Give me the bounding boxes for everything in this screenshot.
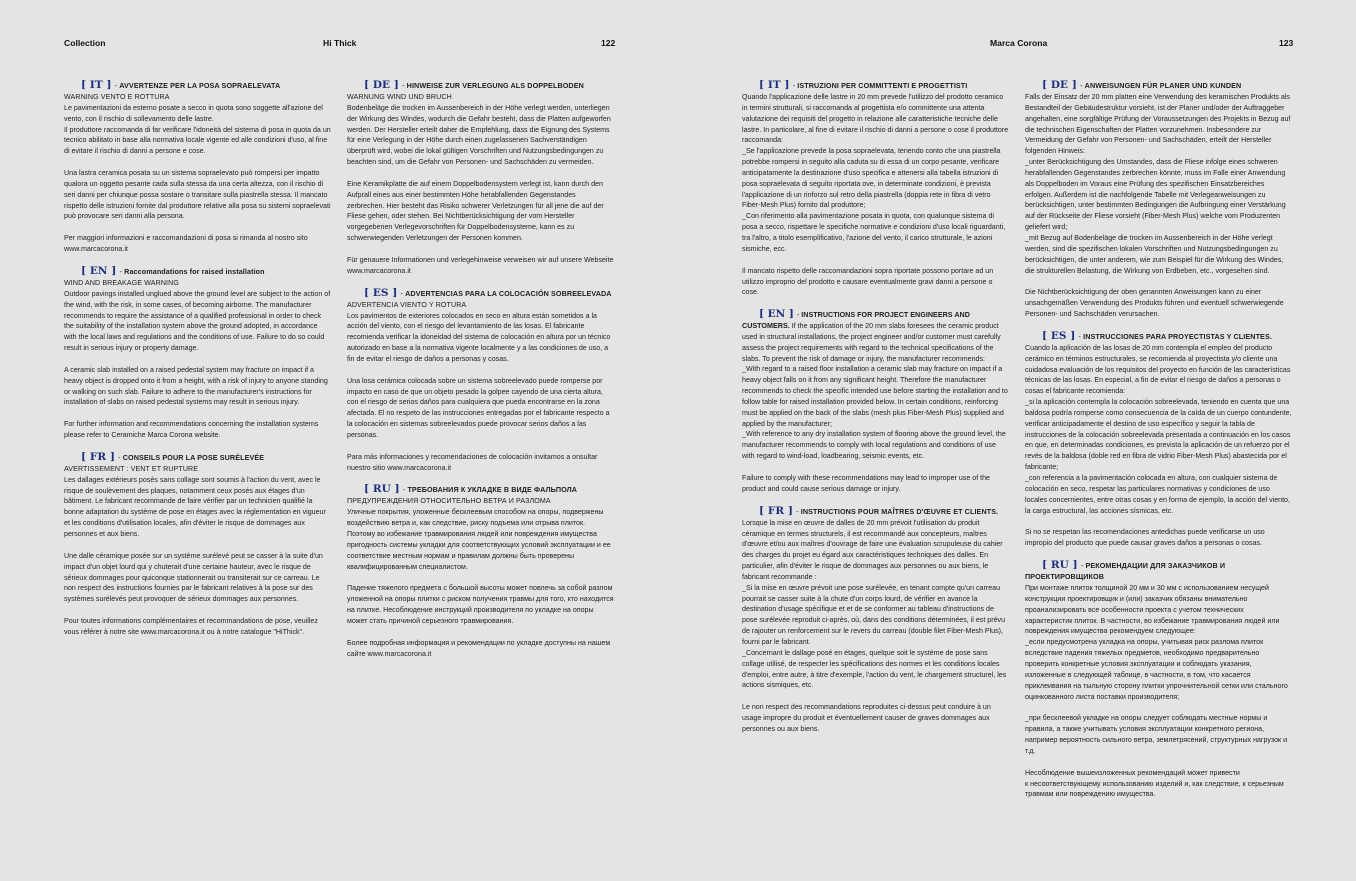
section-es-raised-installation xyxy=(347,288,615,474)
paragraph: Una lastra ceramica posata su un sistema sopraelevato può rompersi per impatto qualora un oggetto pesante cada sulla stessa da una certa altezza, con il rischio di seri danni per chiunque possa sostare o transitare sulla piastrella stessa. Il mancato rispetto delle istruzioni fornite dal produttore relative alla posa su sistemi sopraelevati può provocare seri danni alla persona. xyxy=(64,169,331,221)
paragraph: Lorsque la mise en œuvre de dalles de 20 mm prévoit l'utilisation du produit céramique en termes structurels, il est recommandé aux concepteurs, maîtres d'œuvre et/ou aux maîtres d'ouvrage de faire une évaluation scrupuleuse du cahier des charges du projet eu égard aux caractéristiques techniques des dalles. En particulier, afin d'éviter le risque de dommages aux personnes ou aux biens, le fabricant recommande : _Si la mise en œuvre prévoit une pose surélevée, en tenant compte qu'un carreau pourrait se casser suite à la chute d'un corps lourd, de vérifier en avance la destination d'usage spécifique et et de se conformer au tableau d'instructions de pose surélevée reproduit ci-après, où, dans des conditions déterminées, il est prévu de rajouter un renforcement sur le revers du carreau (double filet Fiber-Mesh Plus), fourni par le fabricant. _Concernant le dallage posé en étages, quelque soit le système de pose sans collage utilisé, de respecter les spécifications des normes et les conditions locales d'emploi, entre autre, à titre d'exemple, l'action du vent, le chargement structurel, les actions sismiques, etc. xyxy=(742,518,1007,690)
section-de-instructions xyxy=(1025,80,1293,320)
section-subtitle: WIND AND BREAKAGE WARNING xyxy=(64,278,179,287)
section-title: [ ES ] - ADVERTENCIAS PARA LA COLOCACIÓN SOBREELEVADA xyxy=(364,286,612,299)
section-title: [ DE ] - HINWEISE ZUR VERLEGUNG ALS DOPPELBODEN xyxy=(364,79,584,91)
section-ru-raised-installation xyxy=(347,484,615,659)
paragraph: Die Nichtberücksichtigung der oben genannten Anweisungen kann zu einer unsachgemäßen Verwendung des Produkts führen und eventuell schwerwiegende Personen- und Sachschäden verursachen. xyxy=(1025,288,1284,319)
section-title: [ FR ] - INSTRUCTIONS POUR MAÎTRES D'ŒUVRE ET CLIENTS. xyxy=(759,504,999,517)
paragraph: Bodenbeläge die trocken im Aussenbereich in der Höhe verlegt werden, unterliegen der Wirkung des Windes, wodurch die Gefahr besteht, dass die Platten aufgeworfen werden. Der Hersteller erteilt daher die Empfehlung, dass die Eignung des Systems für eine Verlegung in der Höhe durch einen zugelassenen Sachverständigen überprüft wird, wobei die lokal gültigen Vorschriften und Nutzungsbedingungen zu beachten sind, um die Gefahr von Personen- und Sachschäden zu vermeiden. xyxy=(347,103,611,167)
paragraph: Le non respect des recommandations reproduites ci-dessus peut conduire à un usage impropre du produit et éventuellement causer de graves dommages aux personnes ou aux biens. xyxy=(742,703,991,733)
section-title: [ IT ] - ISTRUZIONI PER COMMITTENTI E PROGETTISTI xyxy=(759,79,968,91)
section-es-instructions xyxy=(1025,331,1293,549)
section-subtitle: AVERTISSEMENT : VENT ET RUPTURE xyxy=(64,464,199,473)
section-subtitle: WARNUNG WIND UND BRUCH xyxy=(347,93,452,101)
header-collection-title: Hi Thick xyxy=(323,38,357,48)
paragraph: Les dallages extérieurs posés sans collage sont soumis à l'action du vent, avec le risque de soulèvement des plaques, notamment ceux posés aux étages d'un bâtiment. Le fabricant recommande de faire vérifier par un technicien qualifié la bonne adaptation du système de pose en étages avec la réglementation en vigueur et les conditions d'utilisation locales, afin d'éviter le risque de dommages aux personnes et aux biens. xyxy=(64,475,326,538)
section-subtitle: WARNING VENTO E ROTTURA xyxy=(64,93,170,101)
paragraph: Une dalle céramique posée sur un système surélevé peut se casser à la suite d'un impact d'un objet lourd qui y chuterait d'une certaine hauteur, avec le risque de sérieux dommages pour quiconque stationnerait ou transiterait sur ce carreau. Le non respect des instructions fournies par le fabricant relatives à la pose sur des systèmes surélevés peut provoquer de sérieux dommages aux personnes. xyxy=(64,551,323,604)
section-title: [ RU ] - ТРЕБОВАНИЯ К УКЛАДКЕ В ВИДЕ ФАЛЬПОЛА xyxy=(364,483,578,496)
paragraph: Il mancato rispetto delle raccomandazioni sopra riportate possono portare ad un utilizzo improprio del prodotto e causare eventualmente gravi danni a persone o cose. xyxy=(742,266,994,297)
section-en-raised-installation xyxy=(64,266,332,441)
paragraph: [ EN ] - INSTRUCTIONS FOR PROJECT ENGINEERS AND CUSTOMERS. If the application of the 20 mm slabs foresees the ceramic product used in structural installations, the project engineer and/or customer must carefully assess the project requirements with regard to the technical specifications of the slabs. To prevent the risk of damage or injury, the manufacturer recommends: _With regard to a raised floor installation a ceramic slab may fracture on impact if a heavy object falls on it from any significant height. Therefore the manufacturer recommends to check the specific intended use before starting the installation and to follow table for raised installation provided below. In certain conditions, reinforcing must be applied on the back of the slabs (mesh plus Fiber-Mesh Plus) supplied and applied by the manufacturer; _With reference to any dry installation system of flooring above the ground level, the manufacturer recommends to comply with local regulations and conditions of use with regard to wind-load, loadbearing, seismic events, etc. xyxy=(742,308,1008,461)
section-title: [ RU ] - РЕКОМЕНДАЦИИ ДЛЯ ЗАКАЗЧИКОВ И ПРОЕКТИРОВЩИКОВ xyxy=(1025,559,1226,582)
paragraph: Para más informaciones y recomendaciones de colocación invitamos a onsultar nuestro sitio www.marcacorona.it xyxy=(347,452,598,472)
header-collection: Collection xyxy=(64,38,106,48)
paragraph: Quando l'applicazione delle lastre in 20 mm prevede l'utilizzo del prodotto ceramico in termini strutturali, si raccomanda al progettista e/o committente una attenta valutazione dei requisiti del progetto in relazione alle caratteristiche tecniche delle lastre. In particolare, al fine di evitare il rischio di danni a persone o cose il produttore raccomanda: _Se l'applicazione prevede la posa sopraelevata, tenendo conto che una piastrella potrebbe rompersi in seguito alla caduta su di essa di un corpo pesante, verificare anticipatamente la destinazione d'uso specifica e attenersi alla tabella istruzioni di posa sopraelevata di seguito riportata ove, in determinate condizioni, è prevista l'applicazione di un rinforzo sul retro della piastrella (doppia rete in fibra di vetro Fiber-Mesh Plus) fornito dal produttore; _Con riferimento alla pavimentazione posata in quota, con qualunque sistema di posa a secco, rispettare le specifiche normative e condizioni d'uso locali riguardanti, tra l'altro, a titolo esemplificativo, l'azione del vento, il carico strutturale, le azioni sismiche, ecc. xyxy=(742,93,1009,253)
page-number-left: 122 xyxy=(601,38,616,48)
section-title: [ EN ] - Raccomandations for raised installation xyxy=(81,264,265,277)
paragraph: Падение тяжелого предмета с большой высоты может повлечь за собой разлом уложенной на опоры плитки с риском получения травмы для того, кто находится на плитке. Несоблюдение инструкций производителя по укладке на опоры может стать причиной серьезного травмирования. xyxy=(347,584,614,625)
paragraph: _при бесклеевой укладке на опоры следует соблюдать местные нормы и правила, а также учитывать условия эксплуатации конкретного региона, например вероятность сильного ветра, землетрясений, структурных нагрузок и т.д. xyxy=(1025,714,1288,755)
section-title: [ DE ] - ANWEISUNGEN FÜR PLANER UND KUNDEN xyxy=(1042,79,1242,91)
header-brand: Marca Corona xyxy=(990,38,1048,48)
section-de-raised-installation xyxy=(347,80,615,277)
paragraph: Failure to comply with these recommendations may lead to improper use of the product and could cause serious damage or injury. xyxy=(742,474,991,493)
paragraph: Cuando la aplicación de las losas de 20 mm contempla el empleo del producto cerámico en términos estructurales, se recomienda al proyectista y/o cliente una cuidadosa evaluación de los requisitos del proyecto en función de las características técnicas de las losas. En especial, a fin de evitar el riesgo de daños a personas o cosas el fabricante recomienda: _si la aplicación contempla la colocación sobreelevada, teniendo en cuenta que una baldosa podría romperse como consecuencia de la caída de un cuerpo contundente, verificar anticipadamente el destino de uso específico y seguir la tabla de instrucciones de la colocación sobreelevada presentada a continuación en los casos en que, en determinadas condiciones, es prevista la aplicación de un refuerzo por el revés de la baldosa (doble red en fibra de vidrio Fiber-Mesh Plus) abastecida por el fabricante; _con referencia a la pavimentación colocada en altura, con cualquier sistema de colocación en seco, respetar las particulares normativas y condiciones de uso locales concernientes, entre otras cosas y en forma de ejemplo, la acción del viento, la carga estructural, las acciones sísmicas, etc. xyxy=(1025,343,1292,515)
paragraph: Falls der Einsatz der 20 mm platten eine Verwendung des keramischen Produkts als Bestandteil der Gebäudestruktur vorsieht, ist der Planer und/oder der Auftraggeber angehalten, eine sorgfältige Prüfung der Voraussetzungen des Projekts in Bezug auf die technischen Eigenschaften der Platten vorzunehmen. Insbesondere zur Vermeidung der Gefahr von Personen- und Sachschäden, erteilt der Hersteller folgenden Hinweis: _unter Berücksichtigung des Umstandes, dass die Fliese infolge eines schweren herabfallenden Gegenstandes zerbrechen könnte, muss im Falle einer Anwendung als Doppelboden im Voraus eine Prüfung des spezifischen Einsatzbereiches erfolgen. Außerdem ist die nachfolgende Tabelle mit Verlegeanweisungen zu berücksichtigen, unter bestimmten Bedingungen die Aufbringung einer Verstärkung auf der Rückseite der Fliese vorsieht (Fiber-Mesh Plus) welche vom Produzenten geliefert wird; _mit Bezug auf Bodenbeläge die trocken im Aussenbereich in der Höhe verlegt werden, sind die spezifischen lokalen Vorschriften und Nutzungsbedingungen zu berücksichtigen, die unter anderem, wie zum Beispiel für die Wirkung des Windes, die strukturellen Belastung, die Wirkung von Erdbeben, etc., vorgesehen sind. xyxy=(1025,93,1291,275)
section-ru-instructions xyxy=(1025,560,1293,800)
paragraph: Per maggiori informazioni e raccomandazioni di posa si rimanda al nostro sito www.marcacorona.it xyxy=(64,234,308,254)
section-fr-raised-installation xyxy=(64,452,332,638)
section-title: [ ES ] - INSTRUCCIONES PARA PROYECTISTAS Y CLIENTES. xyxy=(1042,329,1272,342)
section-it-instructions xyxy=(742,80,1010,298)
section-subtitle: ADVERTENCIA VIENTO Y ROTURA xyxy=(347,300,467,309)
section-en-instructions xyxy=(742,309,1010,495)
page-number-right: 123 xyxy=(1279,38,1294,48)
paragraph: Outdoor pavings installed unglued above the ground level are subject to the action of the wind, with the risk, in some cases, of becoming airborne. The manufacturer recommends to require the assistance of a qualified professional in order to check the suitability of the installation system above the ground adopted, in accordance with the local laws and regulations and the conditions of use. Failure to do so could result in serious injury or property damage. xyxy=(64,289,331,353)
paragraph: Несоблюдение вышеизложенных рекомендаций может привести к несоответствующему использованию изделий и, как следствие, к серьезным травмам или повреждению имущества. xyxy=(1025,768,1284,799)
paragraph: Pour toutes informations complémentaires et recommandations de pose, veuillez vous référer à notre site www.marcacorona.it ou à notre catalogue "HiThick". xyxy=(64,617,318,636)
page123-column-1 xyxy=(742,80,1010,746)
section-fr-instructions xyxy=(742,506,1010,735)
paragraph: Le pavimentazioni da esterno posate a secco in quota sono soggette all'azione del vento, con il rischio di sollevamento delle lastre. Il produttore raccomanda di far verificare l'idoneità del sistema di posa in quota da un tecnico abilitato in base alla normativa locale vigente ed alle condizioni d'uso, al fine di evitare il rischio di danni a persone e cose. xyxy=(64,103,331,156)
page123-column-2 xyxy=(1025,80,1293,811)
section-title: [ FR ] - CONSEILS POUR LA POSE SURÉLEVÉE xyxy=(81,450,265,463)
page122-column-2 xyxy=(347,80,615,670)
section-it-raised-installation xyxy=(64,80,332,255)
section-title: [ IT ] - AVVERTENZE PER LA POSA SOPRAELEVATA xyxy=(81,79,281,91)
section-subtitle: ПРЕДУПРЕЖДЕНИЯ ОТНОСИТЕЛЬНО ВЕТРА И РАЗЛОМА xyxy=(347,497,551,506)
paragraph: For further information and recommendations concerning the installation systems please refer to Ceramiche Marca Corona website. xyxy=(64,420,319,440)
paragraph: Los pavimentos de exteriores colocados en seco en altura están sometidos a la acción del viento, con el riesgo del levantamiento de las losas. El fabricante recomienda verificar la idoneidad del sistema de colocación en altura por un técnico autorizado en base a la normativa vigente localmente y a las condiciones de uso, a fin de evitar el riesgo de daños a personas y cosas. xyxy=(347,311,611,363)
page122-column-1 xyxy=(64,80,332,649)
paragraph: При монтаже плиток толщиной 20 мм и 30 мм с использованием несущей конструкции проектировщик и (или) заказчик обязаны внимательно проанализировать все особенности проекта с учетом технических характеристик плиток. В частности, во избежание травмирования людей или повреждения имущества рекомендуем следующее: _если предусмотрена укладка на опоры, учитывая риск разлома плиток вследствие падения тяжелых предметов, необходимо предварительно проверить конкретные условия эксплуатации и соблюдать указания, изложенные в следующей таблице, в частности, в том, что касается приклеивания на тыльную сторону плитки упрочнительной сетки или стального оцинкованного листа поставки производителя; xyxy=(1025,584,1288,701)
paragraph: A ceramic slab installed on a raised pedestal system may fracture on impact if a heavy object is dropped onto it from a height, with a risk of injury to anyone standing or walking on such slab. Failure to adhere to the manufacturer's instructions for installation of slabs on raised pedestal systems may result in serious injury. xyxy=(64,365,328,407)
paragraph: Более подробная информация и рекомендации по укладке доступны на нашем сайте www.marcacorona.it xyxy=(347,638,611,658)
paragraph: Für genauere Informationen und verlegehinweise verweisen wir auf unsere Webseite www.marcacorona.it xyxy=(347,255,614,275)
paragraph: Si no se respetan las recomendaciones antedichas puede verificarse un uso impropio del producto que puede causar graves daños a personas o cosas. xyxy=(1025,528,1265,548)
paragraph: Una losa cerámica colocada sobre un sistema sobreelevado puede romperse por impacto en caso de que un objeto pesado la golpee cayendo de una cierta altura, con el riesgo de serios daños para cualquiera que pueda encontrarse en la zona afectada. El no respeto de las instrucciones entregadas por el fabricante respecto a la colocación en sistemas sobreelevados puede provocar serios daños a las personas. xyxy=(347,376,610,439)
paragraph: Уличные покрытия, уложенные бесклеевым способом на опоры, подвержены воздействию ветра и, как следствие, риску подъема или отрыва плиток. Поэтому во избежание травмирования людей или повреждения имущества пригодность системы укладки для соответствующих условий эксплуатации и ее соответствие местным нормам и правилам должны быть проверены квалифицированным специалистом. xyxy=(347,508,611,571)
paragraph: Eine Keramikplatte die auf einem Doppelbodensystem verlegt ist, kann durch den Aufprall eines aus einer bestimmten Höhe herabfallenden Gegenstandes zerbrechen. Hier besteht das Risiko schwerer Verletzungen für all jene die auf der Fliese gehen, oder stehen. Bei Nichtberücksichtigung der vom Hersteller vorgegebenen Verlegevorschriften für Doppelbodensysteme, kann es zu schwerwiegenden Verletzungen der Personen kommen. xyxy=(347,179,604,243)
